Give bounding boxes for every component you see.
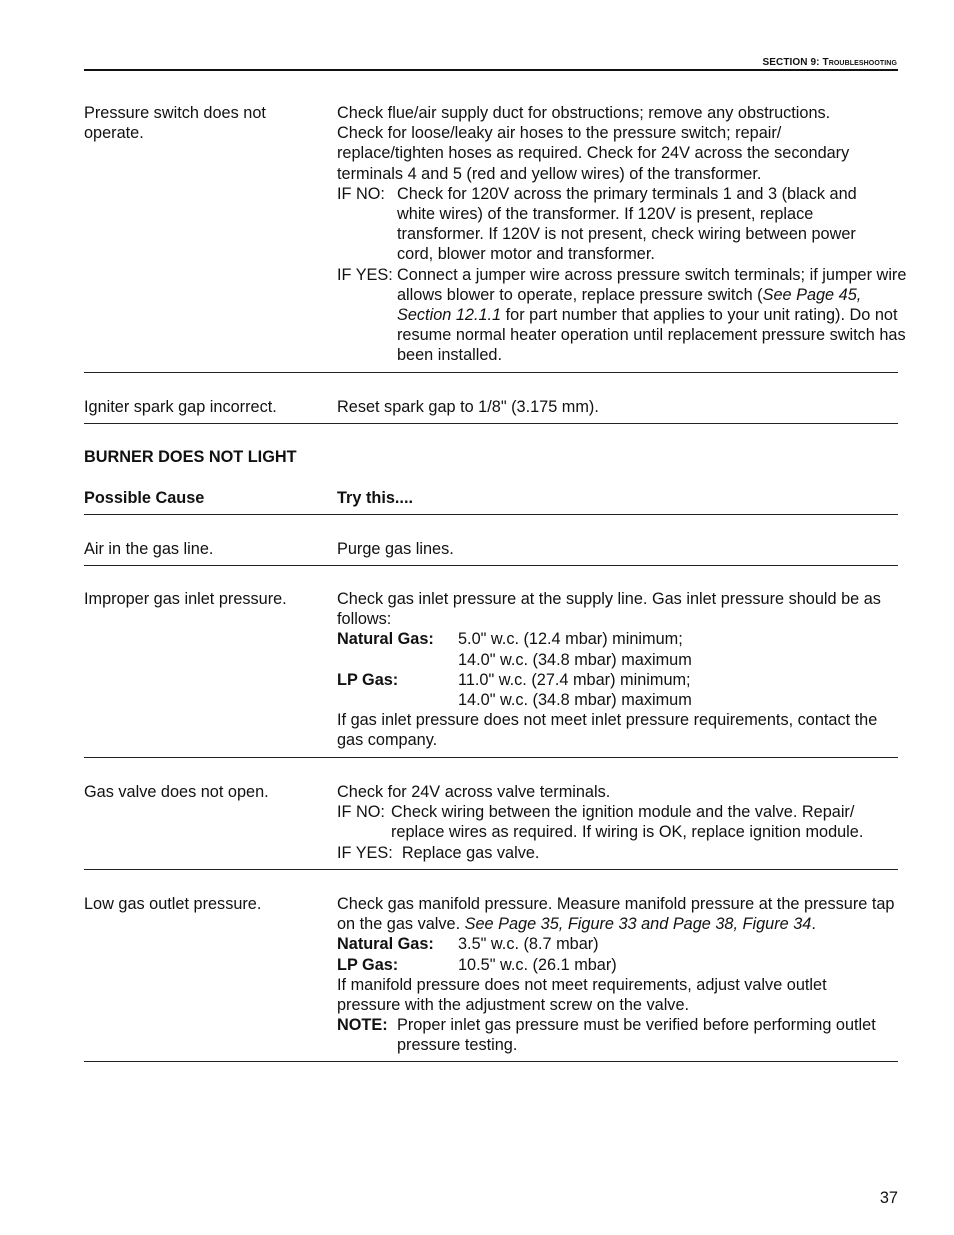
cause-pressure-switch: Pressure switch does not operate. <box>84 104 266 143</box>
remedy-outlet-pressure <box>337 894 902 1056</box>
note-label: NOTE: <box>337 1016 388 1035</box>
if-no-label: IF NO: <box>337 184 385 203</box>
outlet-natural-row <box>337 934 902 954</box>
outlet-intro-end: . <box>811 915 816 934</box>
natural-gas-label: Natural Gas: <box>337 630 434 649</box>
outlet-natural-label: Natural Gas: <box>337 935 434 954</box>
column-head-try: Try this.... <box>337 489 413 507</box>
lp-gas-min: 11.0" w.c. (27.4 mbar) minimum; <box>458 670 691 689</box>
outlet-adjust: If manifold pressure does not meet requirements, adjust valve outlet pressure with the adjustment screw on the valve. <box>337 975 827 1015</box>
row-divider <box>84 565 898 566</box>
lp-gas-max: 14.0" w.c. (34.8 mbar) maximum <box>458 691 692 710</box>
remedy-line: Check for loose/leaky air hoses to the pressure switch; repair/ <box>337 124 782 143</box>
outlet-natural-value: 3.5" w.c. (8.7 mbar) <box>458 935 599 954</box>
if-yes-text-part: Connect a jumper wire across pressure switch terminals; if jumper wire allows blower to operate, replace pressure switch ( <box>397 265 907 304</box>
header-section-title: Troubleshooting <box>822 57 897 68</box>
outlet-figure-reference: See Page 35, Figure 33 and Page 38, Figure 34 <box>464 915 812 934</box>
outlet-lp-label: LP Gas: <box>337 955 399 974</box>
if-yes-text-part: for part number that applies to your unit rating). Do not resume normal heater operation until replacement pressure switch has been installed. <box>397 306 906 365</box>
if-yes-block <box>337 265 907 366</box>
cause-igniter: Igniter spark gap incorrect. <box>84 398 277 416</box>
valve-line: Check for 24V across valve terminals. <box>337 783 611 801</box>
remedy-line: terminals 4 and 5 (red and yellow wires) of the transformer. <box>337 164 762 183</box>
if-yes-reference: See Page 45, Section 12.1.1 <box>397 285 862 325</box>
inlet-outro: If gas inlet pressure does not meet inlet pressure requirements, contact the gas company. <box>337 711 878 750</box>
valve-if-no-block <box>337 802 902 842</box>
valve-if-yes: IF YES: Replace gas valve. <box>337 843 540 862</box>
remedy-line: replace/tighten hoses as required. Check for 24V across the secondary <box>337 144 850 163</box>
column-head-cause: Possible Cause <box>84 489 205 507</box>
if-yes-label: IF YES: <box>337 265 393 284</box>
row-divider <box>84 757 898 758</box>
cause-air-in-line: Air in the gas line. <box>84 540 214 558</box>
row-divider <box>84 372 898 373</box>
outlet-intro-text: Check gas manifold pressure. Measure manifold pressure at the pressure tap on the gas valve. <box>337 895 895 934</box>
remedy-pressure-switch <box>337 103 907 366</box>
section-title: BURNER DOES NOT LIGHT <box>84 448 297 466</box>
header-section-number: 9: <box>810 57 820 68</box>
note-text: Proper inlet gas pressure must be verified before performing outlet pressure testing. <box>397 1016 876 1055</box>
natural-gas-max: 14.0" w.c. (34.8 mbar) maximum <box>458 650 692 669</box>
remedy-gas-valve <box>337 782 902 863</box>
remedy-line: Check flue/air supply duct for obstructions; remove any obstructions. <box>337 104 831 122</box>
if-no-block <box>337 184 902 265</box>
remedy-air-in-line: Purge gas lines. <box>337 540 454 558</box>
natural-gas-min: 5.0" w.c. (12.4 mbar) minimum; <box>458 630 683 649</box>
row-divider <box>84 1061 898 1062</box>
outlet-intro <box>337 894 902 934</box>
column-head-rule <box>84 514 898 515</box>
row-divider <box>84 423 898 424</box>
inlet-intro: Check gas inlet pressure at the supply line. Gas inlet pressure should be as follows: <box>337 590 881 629</box>
valve-if-no-text: Check wiring between the ignition module and the valve. Repair/ replace wires as required. If wiring is OK, replace ignition module. <box>391 803 864 842</box>
lp-gas-row <box>337 670 902 690</box>
valve-if-no-label: IF NO: <box>337 803 385 822</box>
natural-gas-row <box>337 629 902 649</box>
outlet-lp-value: 10.5" w.c. (26.1 mbar) <box>458 955 617 974</box>
cause-inlet-pressure: Improper gas inlet pressure. <box>84 590 287 608</box>
row-divider <box>84 869 898 870</box>
outlet-lp-row <box>337 955 902 975</box>
page-number: 37 <box>879 1189 898 1207</box>
remedy-igniter: Reset spark gap to 1/8" (3.175 mm). <box>337 398 599 416</box>
cause-outlet-pressure: Low gas outlet pressure. <box>84 895 262 913</box>
header-rule <box>84 69 898 71</box>
if-yes-text <box>397 265 908 366</box>
lp-gas-label: LP Gas: <box>337 670 399 689</box>
cause-gas-valve: Gas valve does not open. <box>84 783 269 801</box>
if-no-text: Check for 120V across the primary terminals 1 and 3 (black and white wires) of the transformer. If 120V is present, replace transformer. If 120V is not present, check wiring between power cord, blower motor and transformer. <box>397 184 857 264</box>
remedy-inlet-pressure <box>337 589 902 751</box>
note-block <box>337 1015 902 1055</box>
header-section-label: SECTION <box>762 57 808 68</box>
